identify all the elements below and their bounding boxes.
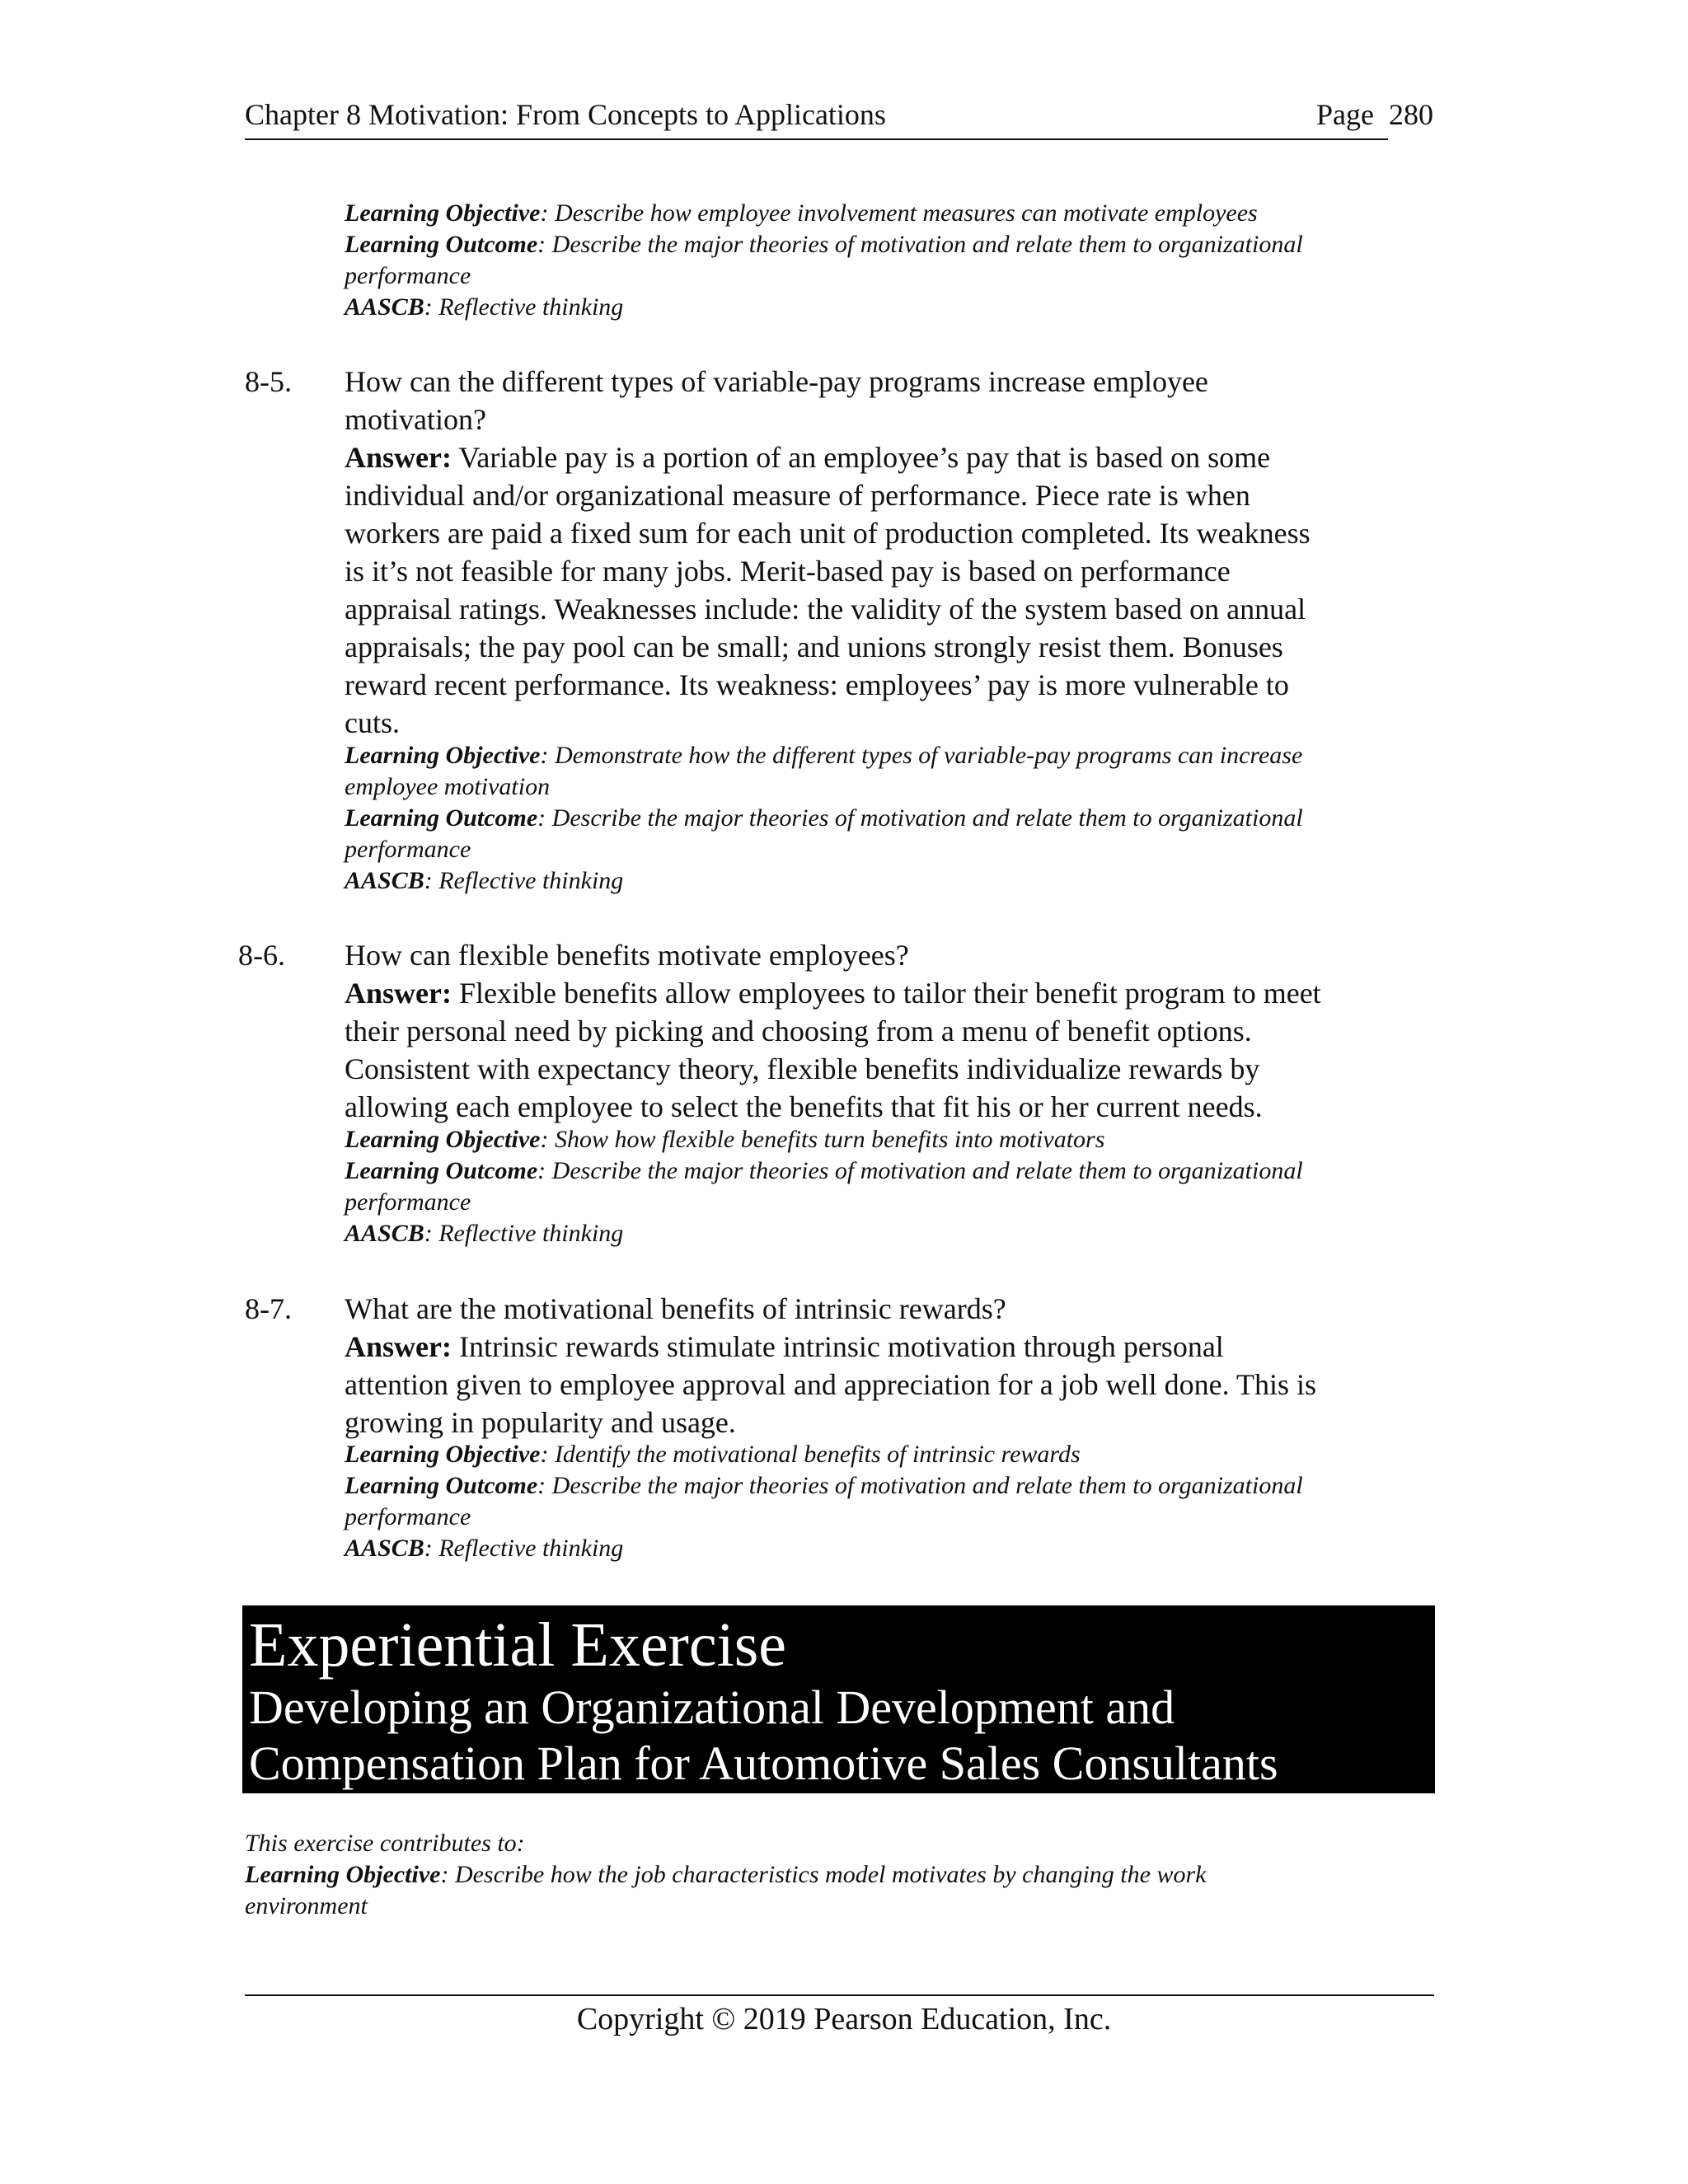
lo-text-cont: environment — [245, 1892, 368, 1919]
answer-text-line: growing in popularity and usage. — [345, 1406, 736, 1439]
page-number: 280 — [1389, 98, 1433, 131]
aascb-label: AASCB — [345, 867, 424, 894]
metadata-block-8-7 — [345, 1439, 1449, 1564]
answer-text: Flexible benefits allow employees to tailor their benefit program to meet — [451, 977, 1321, 1010]
question-text: How can flexible benefits motivate employees? — [345, 939, 909, 972]
question-body — [345, 936, 1449, 1126]
metadata-block-8-5 — [345, 740, 1449, 897]
lo-text: : Identify the motivational benefits of intrinsic rewards — [540, 1441, 1081, 1468]
outcome-text-cont: performance — [345, 1188, 471, 1216]
answer-text-line: their personal need by picking and choosing from a menu of benefit options. — [345, 1015, 1252, 1047]
page-header — [245, 97, 1433, 140]
outcome-text-cont: performance — [345, 1503, 471, 1530]
exercise-intro-text: This exercise contributes to: — [245, 1830, 525, 1857]
question-number: 8-7. — [245, 1292, 292, 1325]
lo-label: Learning Objective — [245, 1861, 441, 1888]
page-indicator — [1316, 97, 1433, 132]
outcome-text: : Describe the major theories of motivation and relate them to organizational — [537, 231, 1303, 258]
answer-text-line: attention given to employee approval and appreciation for a job well done. This is — [345, 1368, 1316, 1401]
metadata-block-8-6 — [345, 1124, 1449, 1249]
aascb-text: : Reflective thinking — [424, 1220, 624, 1247]
lo-label: Learning Objective — [345, 199, 541, 227]
answer-text-line: appraisal ratings. Weaknesses include: the validity of the system based on annual — [345, 593, 1306, 626]
question-text: How can the different types of variable-pay programs increase employee — [345, 365, 1208, 398]
footer-rule — [245, 1994, 1434, 1996]
answer-text-line: workers are paid a fixed sum for each unit of production completed. Its weakness — [345, 517, 1311, 550]
lo-label: Learning Objective — [345, 1441, 541, 1468]
lo-text-cont: employee motivation — [345, 773, 551, 800]
lo-text: : Describe how the job characteristics model motivates by changing the work — [440, 1861, 1207, 1888]
aascb-label: AASCB — [345, 1220, 424, 1247]
answer-text-line: reward recent performance. Its weakness: employees’ pay is more vulnerable to — [345, 668, 1289, 701]
question-number: 8-5. — [245, 365, 292, 398]
banner-subtitle-line: Compensation Plan for Automotive Sales Consultants — [249, 1736, 1278, 1790]
aascb-label: AASCB — [345, 1535, 424, 1562]
experiential-exercise-banner — [242, 1605, 1435, 1793]
answer-text-line: individual and/or organizational measure of performance. Piece rate is when — [345, 479, 1250, 512]
lo-label: Learning Objective — [345, 742, 541, 769]
lo-text: : Show how flexible benefits turn benefits into motivators — [540, 1126, 1105, 1153]
aascb-text: : Reflective thinking — [424, 1535, 624, 1562]
answer-text-line: appraisals; the pay pool can be small; and unions strongly resist them. Bonuses — [345, 630, 1283, 663]
outcome-label: Learning Outcome — [345, 804, 538, 832]
banner-subtitle-line: Developing an Organizational Development and — [249, 1680, 1175, 1734]
outcome-label: Learning Outcome — [345, 1157, 538, 1184]
chapter-title: Chapter 8 Motivation: From Concepts to Applications — [245, 98, 886, 131]
outcome-text: : Describe the major theories of motivation and relate them to organizational — [537, 1157, 1303, 1184]
header-rule — [245, 138, 1388, 140]
exercise-intro — [245, 1828, 1349, 1922]
outcome-text: : Describe the major theories of motivation and relate them to organizational — [537, 804, 1303, 832]
answer-label: Answer: — [345, 977, 452, 1010]
page-label: Page — [1316, 98, 1374, 131]
question-body — [345, 1290, 1449, 1441]
lo-text: : Demonstrate how the different types of variable-pay programs can increase — [540, 742, 1303, 769]
question-number: 8-6. — [238, 939, 285, 972]
outcome-text-cont: performance — [345, 262, 471, 289]
answer-text-line: Consistent with expectancy theory, flexible benefits individualize rewards by — [345, 1052, 1260, 1085]
aascb-text: : Reflective thinking — [424, 867, 624, 894]
outcome-text: : Describe the major theories of motivation and relate them to organizational — [537, 1472, 1303, 1499]
outcome-text-cont: performance — [345, 836, 471, 863]
answer-label: Answer: — [345, 441, 452, 474]
copyright-footer: Copyright © 2019 Pearson Education, Inc. — [576, 2002, 1112, 2036]
outcome-label: Learning Outcome — [345, 231, 538, 258]
banner-subtitle — [249, 1680, 1278, 1792]
answer-text-line: is it’s not feasible for many jobs. Merit-based pay is based on performance — [345, 555, 1231, 588]
banner-title: Experiential Exercise — [249, 1610, 787, 1680]
outcome-label: Learning Outcome — [345, 1472, 538, 1499]
answer-text: Intrinsic rewards stimulate intrinsic motivation through personal — [451, 1330, 1224, 1363]
answer-text-line: cuts. — [345, 706, 400, 739]
aascb-text: : Reflective thinking — [424, 293, 624, 321]
question-text-cont: motivation? — [345, 403, 486, 436]
answer-text: Variable pay is a portion of an employee’s pay that is based on some — [451, 441, 1271, 474]
answer-text-line: allowing each employee to select the benefits that fit his or her current needs. — [345, 1090, 1263, 1123]
question-body — [345, 363, 1449, 742]
answer-label: Answer: — [345, 1330, 452, 1363]
aascb-label: AASCB — [345, 293, 424, 321]
question-text: What are the motivational benefits of intrinsic rewards? — [345, 1292, 1006, 1325]
lo-text: : Describe how employee involvement measures can motivate employees — [540, 199, 1258, 227]
metadata-block-top — [345, 198, 1449, 323]
lo-label: Learning Objective — [345, 1126, 541, 1153]
